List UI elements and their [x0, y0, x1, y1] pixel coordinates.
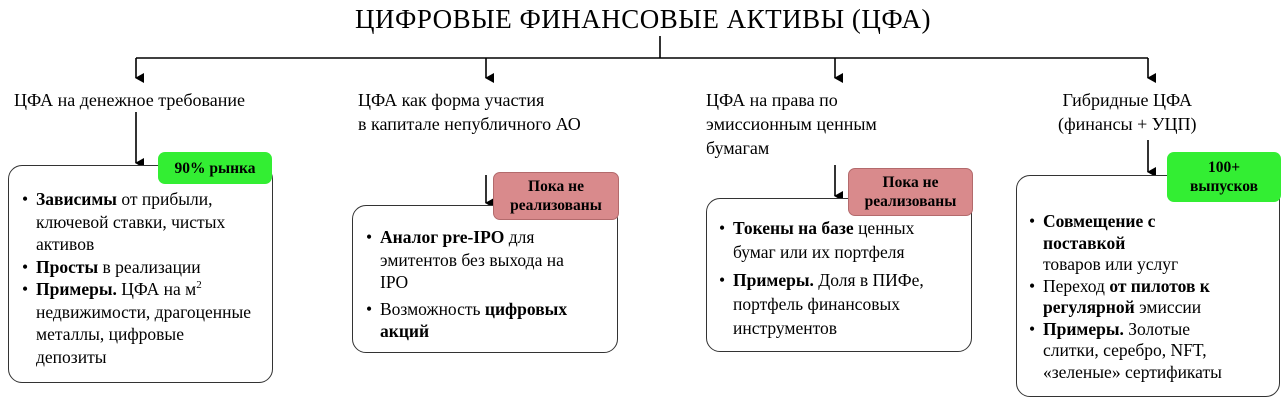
bullet-item: • Примеры. Золотые слитки, серебро, NFT, «зеленые» сертификаты — [1029, 319, 1277, 384]
bullet-item: • Совмещение с поставкой товаров или услуг — [1029, 211, 1277, 276]
bullet-item: • Примеры. Доля в ПИФе, портфель финансовых инструментов — [719, 268, 969, 340]
status-badge-2: Пока не реализованы — [493, 172, 619, 220]
category-box-2 — [352, 205, 618, 353]
bullet-item: • Возможность цифровых акций — [366, 298, 616, 343]
category-heading-1: ЦФА на денежное требование — [14, 90, 245, 110]
bullet-item: • Переход от пилотов к регулярной эмиссии — [1029, 276, 1277, 319]
category-heading-3: ЦФА на права по эмиссионным ценным бумагам — [706, 90, 877, 158]
bullet-item: • Аналог pre-IPO для эмитентов без выхода на IPO — [366, 226, 616, 294]
bullet-item: • Токены на базе ценных бумаг или их портфеля — [719, 216, 969, 264]
category-box-4 — [1016, 175, 1280, 397]
category-heading-2: ЦФА как форма участия в капитале непубличного АО — [358, 90, 581, 134]
status-badge-4: 100+ выпусков — [1167, 152, 1281, 202]
bullet-item: • Зависимы от прибыли, ключевой ставки, чистых активов — [22, 188, 272, 256]
bullet-item: • Примеры. ЦФА на $м^2$ недвижимости, драгоценные металлы, цифровые депозиты — [22, 278, 272, 368]
category-box-3 — [706, 198, 972, 352]
bullet-item: • Просты в реализации — [22, 256, 272, 279]
category-heading-4: Гибридные ЦФА (финансы + УЦП) — [1058, 90, 1197, 134]
diagram-title: ЦИФРОВЫЕ ФИНАНСОВЫЕ АКТИВЫ (ЦФА) — [354, 4, 931, 34]
category-box-1 — [8, 165, 273, 383]
status-badge-1: 90% рынка — [158, 152, 272, 184]
status-badge-3: Пока не реализованы — [848, 168, 973, 216]
